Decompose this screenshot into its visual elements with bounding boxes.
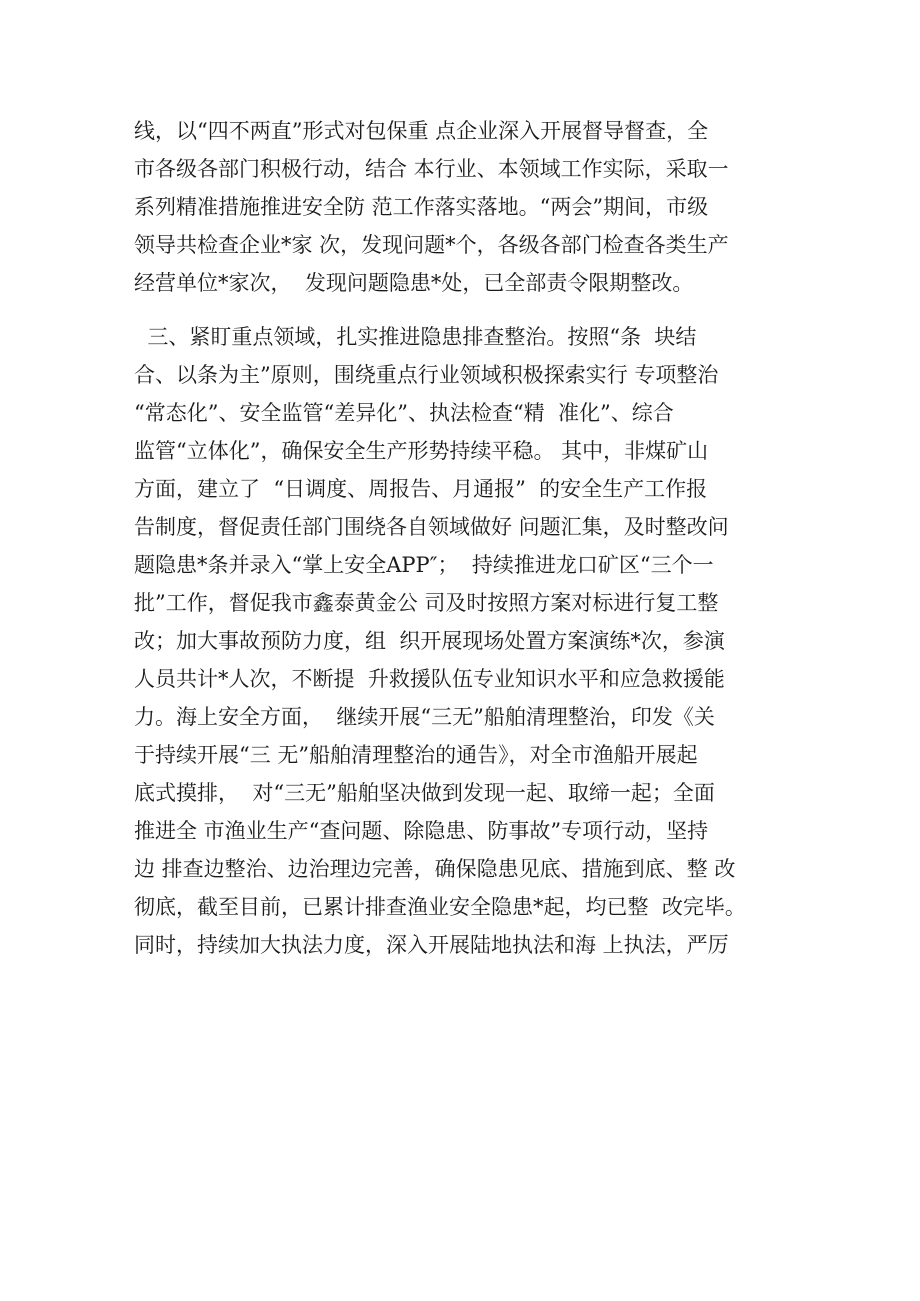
text-line: 改；加大事故预防力度，组 织开展现场处置方案演练*次，参演 xyxy=(134,629,725,653)
text-line: 人员共计*人次，不断提 升救援队伍专业知识水平和应急救援能 xyxy=(134,667,725,691)
text-line: 三、紧盯重点领域，扎实推进隐患排查整治。按照“条 块结 xyxy=(134,325,697,349)
text-line: 告制度，督促责任部门围绕各自领域做好 问题汇集，及时整改问 xyxy=(134,515,729,539)
text-line: 题隐患*条并录入“掌上安全APP″； 持续推进龙口矿区“三个一 xyxy=(134,553,714,577)
text-line: 系列精准措施推进安全防 范工作落实落地。“两会”期间，市级 xyxy=(134,195,709,219)
paragraph xyxy=(134,112,794,302)
text-line: 领导共检查企业*家 次，发现问题*个，各级各部门检查各类生产 xyxy=(134,233,729,257)
text-line: 推进全 市渔业生产“查问题、除隐患、防事故”专项行动，坚持 xyxy=(134,819,709,843)
paragraph-spacing xyxy=(134,302,794,318)
text-line: 经营单位*家次， 发现问题隐患*处，已全部责令限期整改。 xyxy=(134,271,694,295)
text-line: 合、以条为主”原则，围绕重点行业领域积极探索实行 专项整治 xyxy=(134,363,719,387)
text-line: “常态化”、安全监管“差异化”、执法检查“精 准化”、综合 xyxy=(134,401,674,425)
text-line: 监管“立体化”，确保安全生产形势持续平稳。 其中，非煤矿山 xyxy=(134,439,709,463)
text-line: 于持续开展“三 无”船舶清理整治的通告》，对全市渔船开展起 xyxy=(134,743,698,767)
text-line: 市各级各部门积极行动，结合 本行业、本领域工作实际，采取一 xyxy=(134,157,729,181)
text-line: 线，以“四不两直”形式对包保重 点企业深入开展督导督查，全 xyxy=(134,119,709,143)
body-text xyxy=(134,112,794,964)
text-line: 同时，持续加大执法力度，深入开展陆地执法和海 上执法，严厉 xyxy=(134,933,729,957)
text-line: 方面，建立了 “日调度、周报告、月通报” 的安全生产工作报 xyxy=(134,477,708,501)
text-line: 彻底，截至目前，已累计排查渔业安全隐患*起，均已整 改完毕。 xyxy=(134,895,746,919)
text-line: 边 排查边整治、边治理边完善，确保隐患见底、措施到底、整 改 xyxy=(134,857,736,881)
text-line: 底式摸排， 对“三无”船舶坚决做到发现一起、取缔一起；全面 xyxy=(134,781,715,805)
paragraph xyxy=(134,318,794,964)
text-line: 批”工作，督促我市鑫泰黄金公 司及时按照方案对标进行复工整 xyxy=(134,591,719,615)
text-line: 力。海上安全方面， 继续开展“三无”船舶清理整治，印发《关 xyxy=(134,705,715,729)
